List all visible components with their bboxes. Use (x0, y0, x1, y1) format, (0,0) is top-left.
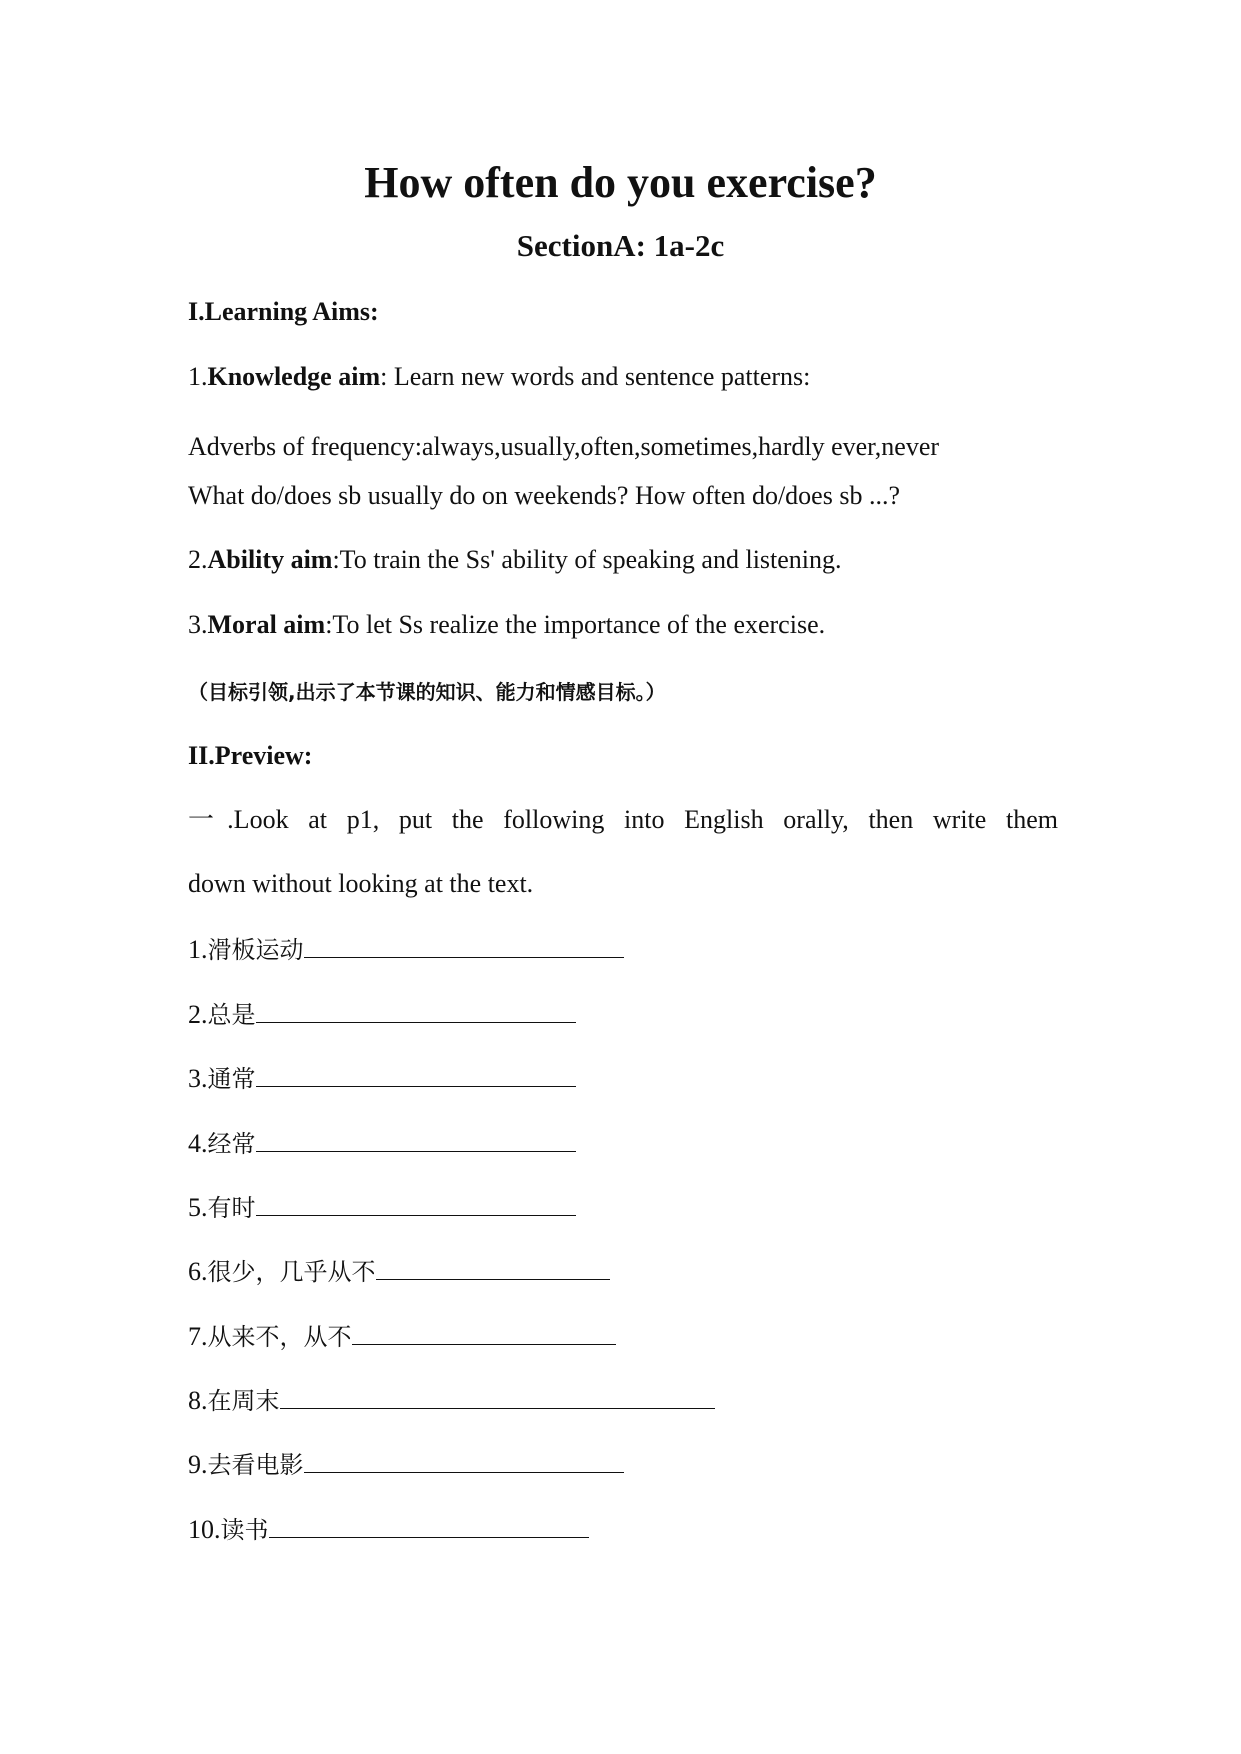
sentence-patterns-line: What do/does sb usually do on weekends? How often do/does sb ...? (188, 481, 900, 510)
vocab-item (188, 1253, 610, 1289)
moral-aim (188, 608, 825, 642)
answer-blank[interactable] (269, 1511, 589, 1538)
vocab-item (188, 1125, 576, 1161)
section-subtitle: SectionA: 1a-2c (516, 228, 725, 263)
vocab-item-text: 去看电影 (207, 1451, 304, 1479)
vocab-item (188, 1189, 576, 1225)
vocab-item-number: 9. (188, 1450, 208, 1479)
ability-aim-number: 2. (188, 545, 208, 574)
moral-aim-number: 3. (188, 610, 208, 639)
answer-blank[interactable] (256, 996, 576, 1023)
answer-blank[interactable] (256, 1125, 576, 1152)
vocab-item-text: 经常 (207, 1130, 256, 1158)
vocab-item (188, 931, 624, 967)
page-title: How often do you exercise? (364, 158, 877, 207)
adverbs-of-frequency-line: Adverbs of frequency:always,usually,often,sometimes,hardly ever,never (188, 432, 940, 461)
moral-aim-label: Moral aim (207, 610, 326, 639)
vocab-item (188, 1382, 715, 1418)
ability-aim-label: Ability aim (207, 545, 333, 574)
vocab-item-number: 8. (188, 1386, 208, 1415)
aims-note: （目标引领,出示了本节课的知识、能力和情感目标。） (188, 680, 666, 704)
knowledge-aim-text: : Learn new words and sentence patterns: (380, 362, 811, 391)
vocab-item-number: 6. (188, 1257, 208, 1286)
answer-blank[interactable] (304, 931, 624, 958)
knowledge-aim (188, 360, 810, 394)
knowledge-aim-number: 1. (188, 362, 208, 391)
vocab-item-number: 7. (188, 1322, 208, 1351)
answer-blank[interactable] (256, 1060, 576, 1087)
answer-blank[interactable] (280, 1382, 715, 1409)
vocab-item-text: 通常 (207, 1065, 256, 1093)
vocab-item (188, 996, 576, 1032)
preview-instruction-line-1: 一.Look at p1, put the following into English orally, then write them (188, 805, 1058, 834)
vocab-item-number: 4. (188, 1129, 208, 1158)
vocab-item (188, 1060, 576, 1096)
vocab-item (188, 1318, 616, 1354)
vocab-item-number: 5. (188, 1193, 208, 1222)
vocab-item (188, 1511, 589, 1547)
vocab-item-text: 很少，几乎从不 (207, 1258, 376, 1286)
vocab-item-text: 从来不，从不 (207, 1323, 352, 1351)
vocab-item-number: 1. (188, 935, 208, 964)
ability-aim (188, 543, 842, 577)
answer-blank[interactable] (256, 1189, 576, 1216)
ability-aim-text: :To train the Ss' ability of speaking and listening. (332, 545, 842, 574)
vocab-item-number: 2. (188, 1000, 208, 1029)
vocab-item-number: 3. (188, 1064, 208, 1093)
vocab-item-text: 读书 (220, 1516, 269, 1544)
answer-blank[interactable] (352, 1318, 616, 1345)
vocab-item-text: 总是 (207, 1001, 256, 1029)
answer-blank[interactable] (304, 1446, 624, 1473)
vocab-item (188, 1446, 624, 1482)
vocab-item-text: 滑板运动 (207, 936, 304, 964)
vocab-item-text: 有时 (207, 1194, 256, 1222)
preview-instruction-line-2: down without looking at the text. (188, 869, 534, 898)
vocab-item-text: 在周末 (207, 1387, 280, 1415)
answer-blank[interactable] (376, 1253, 610, 1280)
preview-heading: II.Preview: (188, 741, 313, 770)
vocab-item-number: 10. (188, 1515, 221, 1544)
learning-aims-heading: I.Learning Aims: (188, 297, 379, 326)
knowledge-aim-label: Knowledge aim (207, 362, 381, 391)
moral-aim-text: :To let Ss realize the importance of the exercise. (325, 610, 826, 639)
